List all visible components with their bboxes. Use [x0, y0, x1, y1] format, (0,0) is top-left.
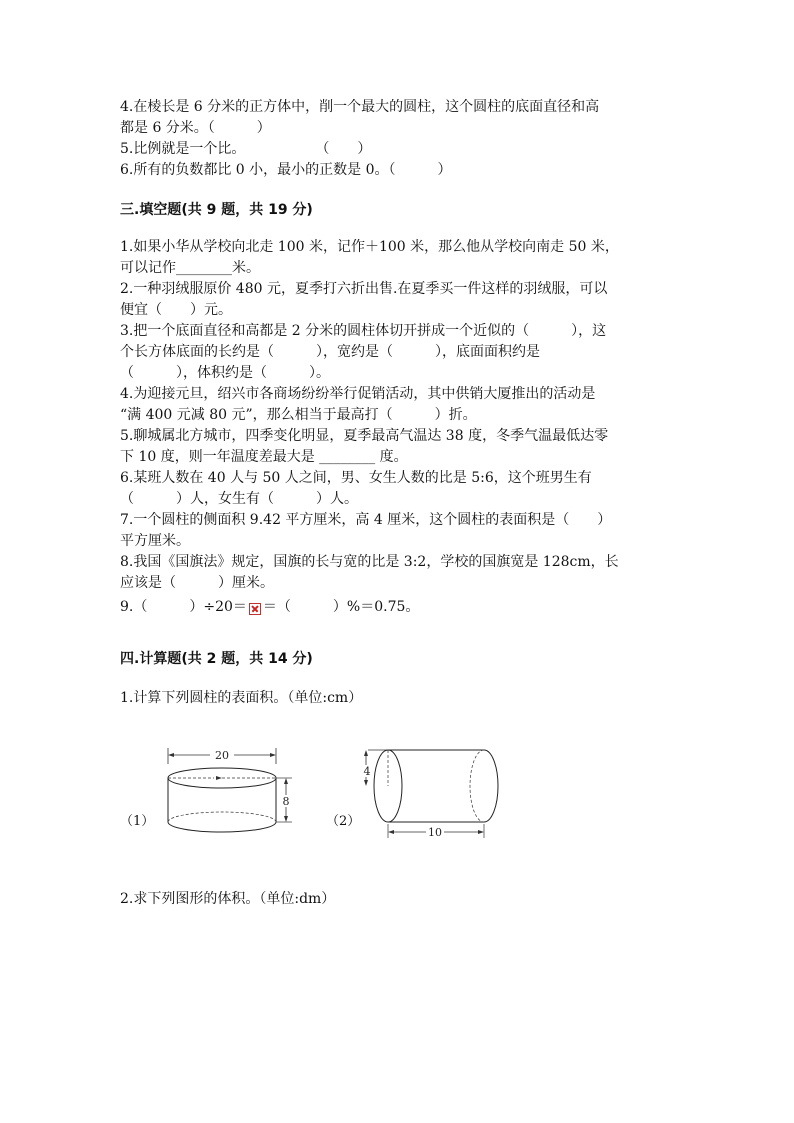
cylinder-figure-1 [158, 744, 298, 844]
q9-part1: 9.（ ）÷20＝ [120, 599, 247, 615]
calc-q2 [120, 889, 676, 910]
judge-line: 都是 6 分米。（ ） [120, 120, 271, 136]
length-label: 10 [428, 826, 442, 839]
calc-q1 [120, 688, 676, 709]
figure-2-label: （2） [326, 814, 361, 829]
question-line: 应该是（ ）厘米。 [120, 575, 274, 591]
broken-image-icon [249, 603, 261, 615]
question-line: 1.如果小华从学校向北走 100 米，记作＋100 米，那么他从学校向南走 50 米， [120, 239, 619, 255]
judge-items [120, 97, 676, 181]
question-line: 个长方体底面的长约是（ ），宽约是（ ），底面面积约是 [120, 344, 540, 360]
judge-line: 6.所有的负数都比 0 小，最小的正数是 0。（ ） [120, 162, 452, 178]
cylinder-figure-2 [362, 744, 502, 844]
question-line: 便宜（ ）元。 [120, 302, 232, 318]
question-line: 6.某班人数在 40 人与 50 人之间，男、女生人数的比是 5:6，这个班男生有 [120, 470, 592, 486]
question-line: 2.一种羽绒服原价 480 元，夏季打六折出售.在夏季买一件这样的羽绒服，可以 [120, 281, 608, 297]
question-line: （ ）人，女生有（ ）人。 [120, 491, 358, 507]
diameter-label: 20 [215, 749, 229, 762]
question-line: 下 10 度，则一年温度差最大是 ________ 度。 [120, 449, 408, 465]
question-line: 8.我国《国旗法》规定，国旗的长与宽的比是 3:2，学校的国旗宽是 128cm，长 [120, 554, 619, 570]
question-line: 可以记作________米。 [120, 260, 260, 276]
figure-1-label: （1） [120, 814, 155, 829]
fill-blank-questions [120, 237, 676, 620]
question-line: 2.求下列图形的体积。（单位:dm） [120, 891, 336, 907]
height-label: 8 [282, 795, 290, 808]
section-title-fill-blank: 三.填空题(共 9 题，共 19 分) [120, 202, 313, 218]
section-title-calculation: 四.计算题(共 2 题，共 14 分) [120, 651, 313, 667]
question-line: “满 400 元减 80 元”，那么相当于最高打（ ）折。 [120, 407, 477, 423]
radius-label: 4 [363, 765, 371, 778]
q9-part2: ＝（ ）%＝0.75。 [262, 599, 420, 615]
question-line: 3.把一个底面直径和高都是 2 分米的圆柱体切开拼成一个近似的（ ），这 [120, 323, 607, 339]
question-line: （ ），体积约是（ ）。 [120, 365, 330, 381]
judge-line: 5.比例就是一个比。 （ ） [120, 141, 372, 157]
question-line: 平方厘米。 [120, 533, 190, 549]
question-line: 7.一个圆柱的侧面积 9.42 平方厘米，高 4 厘米，这个圆柱的表面积是（ ） [120, 512, 612, 528]
question-line-9 [120, 594, 676, 620]
question-line: 5.聊城属北方城市，四季变化明显，夏季最高气温达 38 度，冬季气温最低达零 [120, 428, 609, 444]
question-line: 4.为迎接元旦，绍兴市各商场纷纷举行促销活动，其中供销大厦推出的活动是 [120, 386, 596, 402]
judge-line: 4.在棱长是 6 分米的正方体中，削一个最大的圆柱，这个圆柱的底面直径和高 [120, 99, 600, 115]
question-line: 1.计算下列圆柱的表面积。（单位:cm） [120, 690, 363, 706]
